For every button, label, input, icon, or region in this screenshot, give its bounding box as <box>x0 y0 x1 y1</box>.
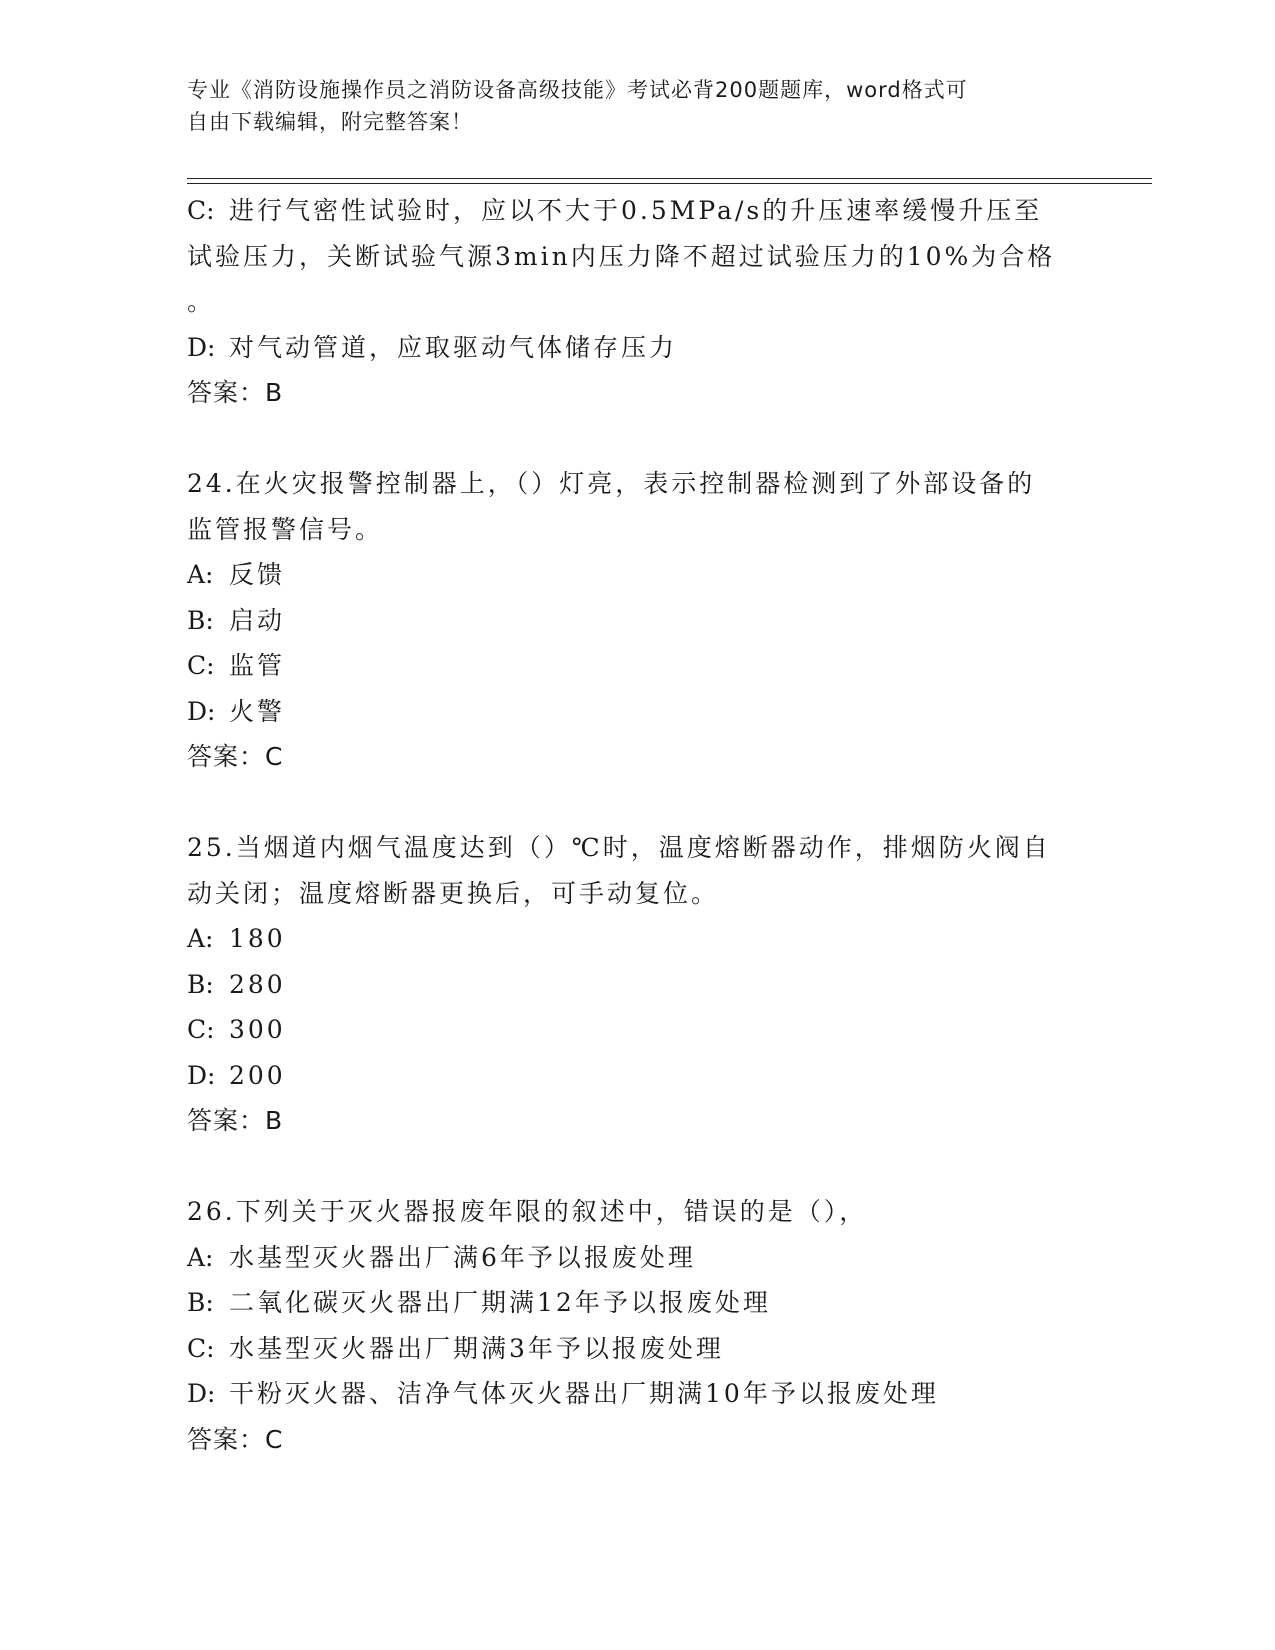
answer: 答案：B <box>187 1106 284 1135</box>
option-key: B: <box>187 1288 214 1317</box>
option-c-continued: 试验压力，关断试验气源3min内压力降不超过试验压力的10%为合格 <box>187 241 1056 271</box>
option-text: 进行气密性试验时，应以不大于0.5MPa/s的升压速率缓慢升压至 <box>229 196 1043 225</box>
answer: 答案：B <box>187 378 284 407</box>
option-b <box>187 962 1087 1008</box>
option-text: 火警 <box>229 696 286 726</box>
option-c <box>187 1007 1087 1053</box>
option-text: 280 <box>229 969 286 999</box>
header-divider-top <box>187 178 1152 179</box>
question-stem: 24.在火灾报警控制器上，（）灯亮，表示控制器检测到了外部设备的 <box>187 469 1036 498</box>
option-key: D: <box>187 1060 216 1090</box>
option-a <box>187 552 1087 598</box>
option-key: A: <box>187 560 214 589</box>
question-25 <box>187 825 1087 1144</box>
option-key: A: <box>187 1242 214 1272</box>
option-d <box>187 1371 1087 1417</box>
option-text: 反馈 <box>229 560 286 589</box>
option-d <box>187 689 1087 735</box>
header-divider-bottom <box>187 183 1152 184</box>
option-key: B: <box>187 605 214 635</box>
option-text: 180 <box>229 924 286 953</box>
option-d <box>187 1053 1087 1099</box>
option-key: C: <box>187 651 215 680</box>
question-stem-continued: 动关闭；温度熔断器更换后，可手动复位。 <box>187 878 720 908</box>
answer: 答案：C <box>187 1424 284 1454</box>
option-text: 监管 <box>229 651 286 680</box>
option-key: C: <box>187 1333 215 1363</box>
option-c <box>187 188 1087 234</box>
option-text: 300 <box>229 1015 286 1044</box>
option-text: 水基型灭火器出厂满6年予以报废处理 <box>229 1242 696 1272</box>
question-26 <box>187 1189 1087 1462</box>
question-stem: 26.下列关于灭火器报废年限的叙述中，错误的是（）， <box>187 1197 868 1226</box>
option-d <box>187 325 1087 371</box>
option-c <box>187 643 1087 689</box>
option-text: 200 <box>229 1060 286 1090</box>
option-key: C: <box>187 196 215 225</box>
option-a <box>187 1235 1087 1281</box>
option-key: A: <box>187 924 214 953</box>
option-key: C: <box>187 1015 215 1044</box>
option-key: B: <box>187 969 214 999</box>
option-text: 干粉灭火器、洁净气体灭火器出厂期满10年予以报废处理 <box>229 1379 939 1408</box>
option-key: D: <box>187 696 216 726</box>
option-text: 启动 <box>229 605 286 635</box>
option-text: 对气动管道，应取驱动气体储存压力 <box>229 332 678 362</box>
option-c-continued: 。 <box>187 287 216 316</box>
document-header <box>187 74 1087 138</box>
option-text: 水基型灭火器出厂期满3年予以报废处理 <box>229 1333 724 1363</box>
option-b <box>187 1280 1087 1326</box>
option-c <box>187 1326 1087 1372</box>
header-line-2: 自由下载编辑，附完整答案！ <box>187 110 473 134</box>
question-content <box>187 188 1087 1462</box>
option-key: D: <box>187 332 216 362</box>
header-line-1: 专业《消防设施操作员之消防设备高级技能》考试必背200题题库，word格式可 <box>187 78 968 102</box>
question-stem-continued: 监管报警信号。 <box>187 514 384 544</box>
option-key: D: <box>187 1379 216 1408</box>
option-text: 二氧化碳灭火器出厂期满12年予以报废处理 <box>229 1288 771 1317</box>
continued-question <box>187 188 1087 416</box>
question-stem: 25.当烟道内烟气温度达到（）℃时，温度熔断器动作，排烟防火阀自 <box>187 833 1051 862</box>
question-24 <box>187 461 1087 780</box>
answer: 答案：C <box>187 742 284 771</box>
option-b <box>187 598 1087 644</box>
option-a <box>187 916 1087 962</box>
